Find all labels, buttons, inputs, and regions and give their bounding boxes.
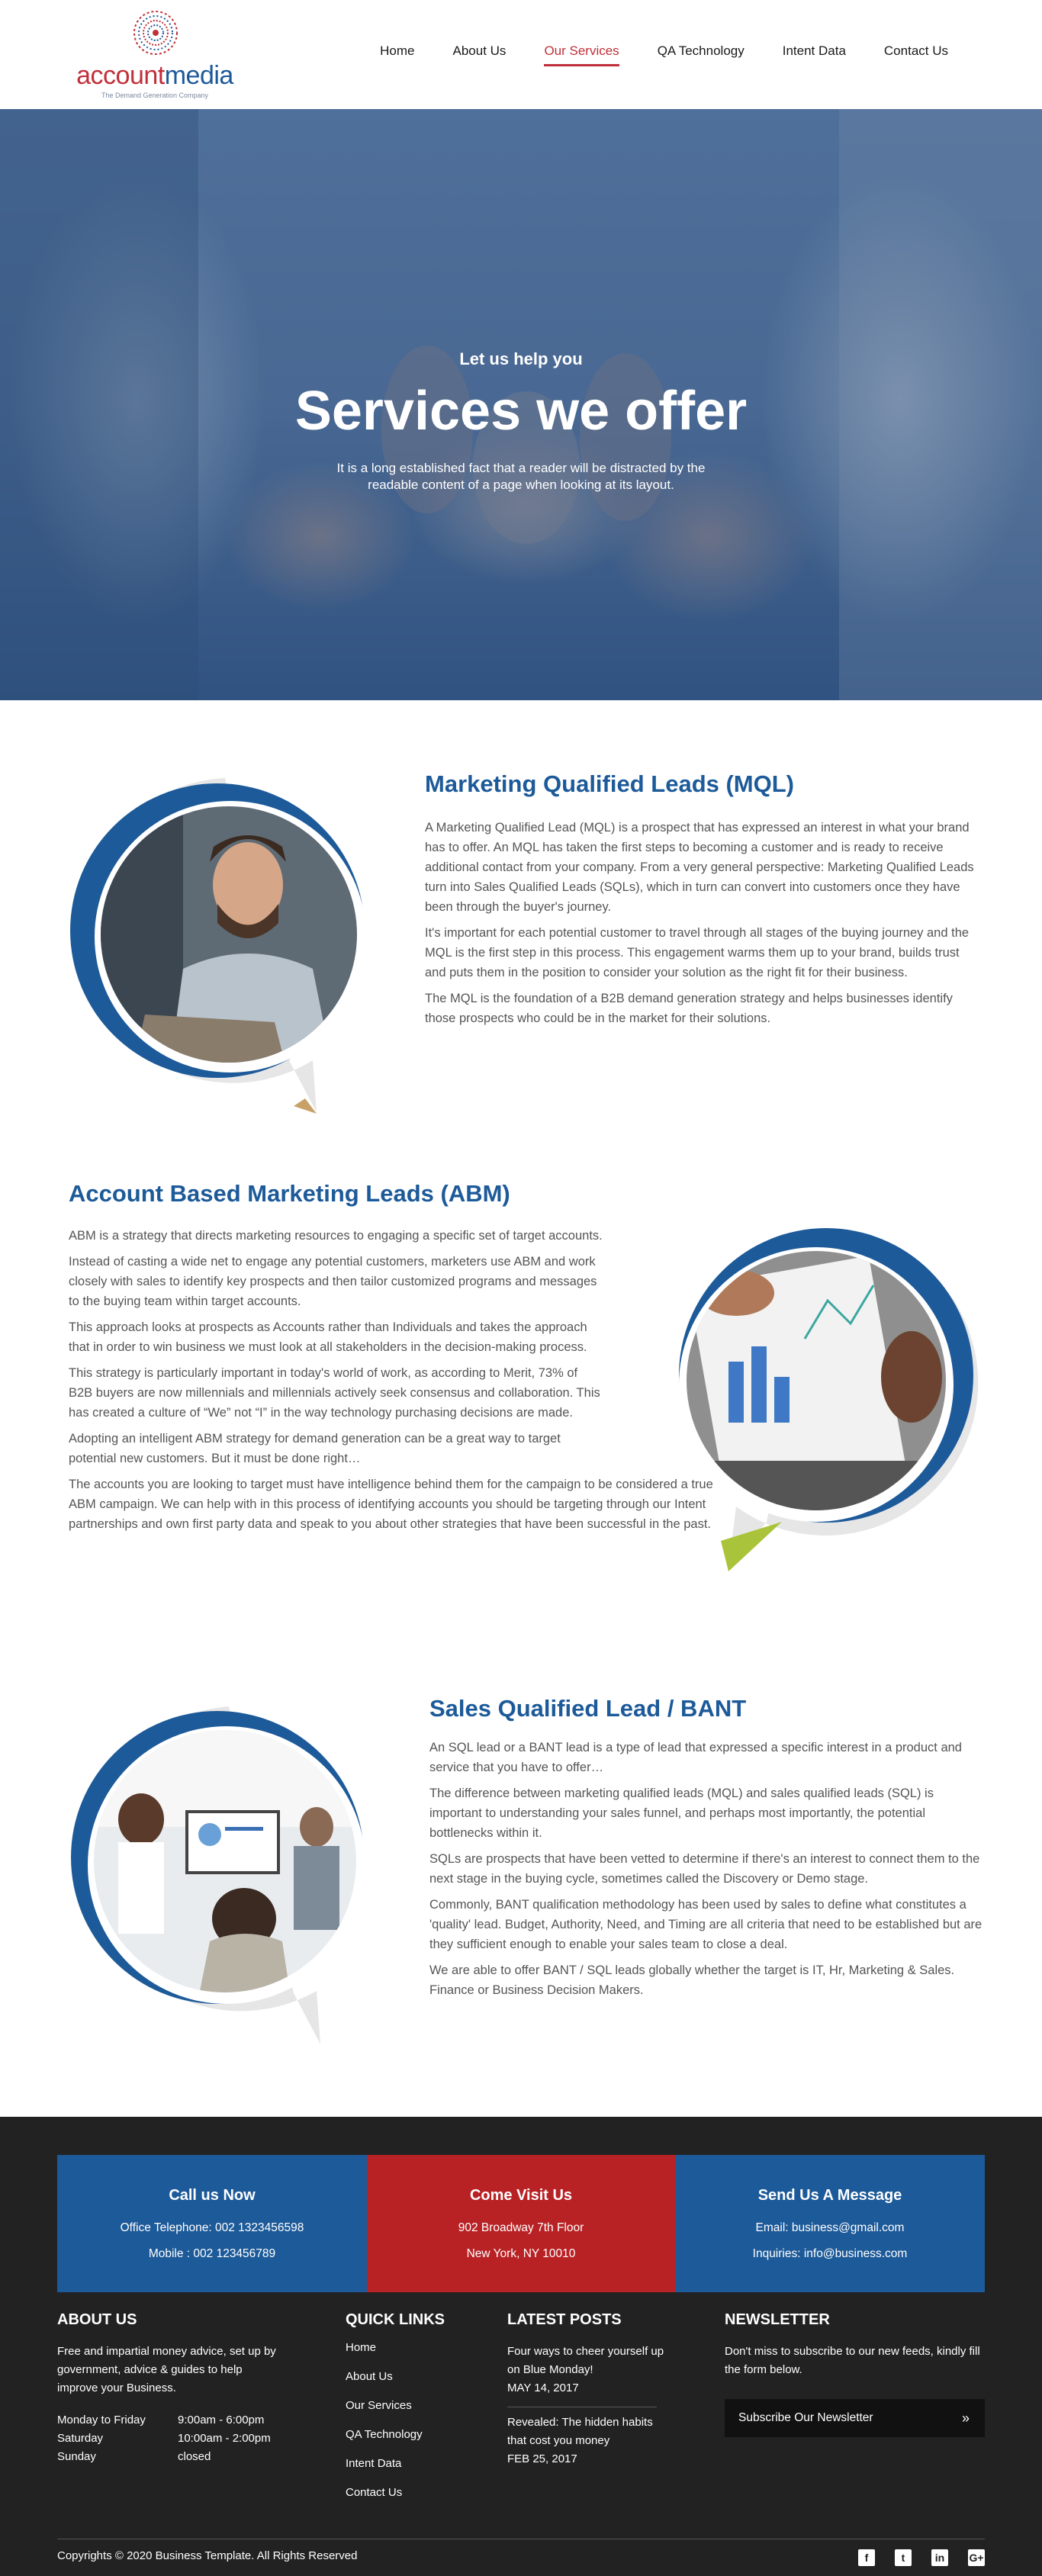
- contact-box-message: [675, 2155, 985, 2292]
- quick-link-contact-us[interactable]: Contact Us: [346, 2486, 403, 2499]
- post-title[interactable]: Four ways to cheer yourself up on Blue Monday!: [507, 2345, 664, 2376]
- facebook-icon[interactable]: f: [858, 2549, 875, 2566]
- sql-image: [65, 1697, 393, 2048]
- post-item[interactable]: [507, 2414, 667, 2475]
- post-title[interactable]: Revealed: The hidden habits that cost you money: [507, 2416, 653, 2447]
- nav-qa-technology[interactable]: QA Technology: [657, 43, 745, 58]
- newsletter-subscribe-button[interactable]: [725, 2399, 985, 2437]
- footer-bottom-bar: [57, 2539, 985, 2576]
- nav-contact-us[interactable]: Contact Us: [883, 43, 948, 58]
- post-item[interactable]: [507, 2343, 667, 2404]
- abm-paragraph: The accounts you are looking to target must have intelligence behind them for the campaign to be considered a true ABM campaign. We can help with in this process of identifying accounts you should be targeting through our Intent partnerships and own first party data and speak to you about other strategies that have been successful in the past.: [69, 1478, 713, 1531]
- quick-link-qa-technology[interactable]: QA Technology: [346, 2428, 423, 2441]
- sql-paragraph: We are able to offer BANT / SQL leads globally whether the target is IT, Hr, Marketing & Sales. Finance or Business Decision Makers.: [429, 1963, 955, 1997]
- quick-link-our-services[interactable]: Our Services: [346, 2399, 412, 2412]
- contact-box-call: [57, 2155, 367, 2292]
- sql-paragraph: Commonly, BANT qualification methodology has been used by sales to define what constitutes a 'quality' lead. Budget, Authority, Need, and Timing are all criteria that need to be established but are they sufficient enough to enable your sales team to close a deal.: [429, 1898, 983, 1951]
- contact-box-line: Office Telephone: 002 1323456598: [120, 2221, 304, 2234]
- contact-box-line: 902 Broadway 7th Floor: [458, 2221, 584, 2234]
- abm-body: [69, 1226, 732, 1540]
- hero-text: It is a long established fact that a reader will be distracted by the readable content of a page when looking at its layout.: [336, 461, 706, 492]
- contact-box-title: Call us Now: [169, 2187, 256, 2204]
- contact-box-title: Send Us A Message: [757, 2187, 902, 2204]
- sql-body: [429, 1738, 986, 2006]
- post-date: FEB 25, 2017: [507, 2452, 577, 2465]
- abm-paragraph: This strategy is particularly important in today's world of work, as according to Merit, 73% of B2B buyers are now millennials and millennials actively seek consensus and collaboration. This has created a culture of “We” not “I” in the way technology purchasing decisions are made.: [69, 1366, 600, 1420]
- sql-paragraph: The difference between marketing qualified leads (MQL) and sales qualified leads (SQL) is important to understanding your sales funnel, and perhaps most importantly, the potential bottlenecks within it.: [429, 1786, 934, 1840]
- site-footer: [0, 2117, 1042, 2576]
- sql-paragraph: SQLs are prospects that have been vetted to determine if there's an interest to connect them to the next stage in the buying cycle, sometimes called the Discovery or Demo stage.: [429, 1852, 980, 1886]
- hours-day: Sunday: [57, 2450, 96, 2463]
- logo-part-2: media: [164, 61, 233, 90]
- abm-paragraph: Instead of casting a wide net to engage any potential customers, marketers use ABM and work closely with sales to identify key prospects and then tailor customized programs and messages to the buying team within target accounts.: [69, 1255, 597, 1308]
- abm-paragraph: This approach looks at prospects as Accounts rather than Individuals and takes the approach that in order to win business we must look at all stakeholders in the decision-making process.: [69, 1320, 587, 1354]
- sql-title: Sales Qualified Lead / BANT: [429, 1695, 747, 1722]
- newsletter-text: Don't miss to subscribe to our new feeds, kindly fill the form below.: [725, 2345, 980, 2376]
- abm-paragraph: Adopting an intelligent ABM strategy for demand generation can be a great way to target potential new customers. But it must be done right…: [69, 1432, 561, 1465]
- footer-about: [57, 2311, 301, 2466]
- logo-wordmark: [75, 61, 235, 91]
- post-date: MAY 14, 2017: [507, 2381, 579, 2394]
- logo-part-1: account: [76, 61, 165, 90]
- mql-paragraph: It's important for each potential customer to travel through all stages of the buying journey and the MQL is the first step in this process. This engagement warms them up to your brand, builds trust and puts them in the position to consider your solution as the right fit for their business.: [425, 926, 970, 979]
- nav-about-us[interactable]: About Us: [452, 43, 507, 58]
- contact-box-line: Mobile : 002 123456789: [148, 2247, 276, 2260]
- quick-link-home[interactable]: Home: [346, 2341, 377, 2354]
- contact-box-title: Come Visit Us: [469, 2187, 573, 2204]
- logo-tagline: The Demand Generation Company: [101, 92, 209, 99]
- mql-image: [61, 763, 389, 1114]
- google-plus-icon[interactable]: G+: [968, 2549, 985, 2566]
- double-chevron-right-icon: »: [961, 2410, 970, 2426]
- social-links: [858, 2549, 985, 2566]
- mql-body: [425, 818, 976, 1034]
- mql-paragraph: The MQL is the foundation of a B2B demand generation strategy and helps businesses identify those prospects who could be in the market for their solutions.: [425, 992, 953, 1025]
- copyright: Copyrights © 2020 Business Template. All Rights Reserved: [57, 2549, 358, 2562]
- sql-paragraph: An SQL lead or a BANT lead is a type of lead that expressed a specific interest in a product and service that you have to offer…: [429, 1741, 962, 1774]
- abm-paragraph: ABM is a strategy that directs marketing resources to engaging a specific set of target accounts.: [69, 1229, 603, 1243]
- newsletter-title: NEWSLETTER: [725, 2311, 830, 2328]
- hero-banner: [0, 109, 1042, 700]
- contact-box-line: New York, NY 10010: [466, 2247, 576, 2260]
- contact-box-visit: [367, 2155, 675, 2292]
- hero-title: Services we offer: [294, 381, 748, 442]
- footer-about-text: Free and impartial money advice, set up by government, advice & guides to help improve your Business.: [57, 2345, 276, 2394]
- mql-title: Marketing Qualified Leads (MQL): [425, 770, 794, 797]
- footer-newsletter: [725, 2311, 985, 2379]
- contact-box-line[interactable]: Email: business@gmail.com: [755, 2221, 905, 2234]
- nav-home[interactable]: Home: [380, 43, 415, 58]
- hero-subtitle: Let us help you: [459, 349, 583, 368]
- latest-posts-title: LATEST POSTS: [507, 2311, 622, 2328]
- footer-about-title: ABOUT US: [57, 2311, 137, 2328]
- footer-latest-posts: [507, 2311, 667, 2475]
- main-nav: [361, 43, 967, 66]
- mql-paragraph: A Marketing Qualified Lead (MQL) is a prospect that has expressed an interest in what your brand has to offer. An MQL has taken the first steps to becoming a customer and is ready to receive additional contact from your company. From a very general perspective: Marketing Qualified Leads turn into Sales Qualified Leads (SQLs), which in turn can convert into customers once they have been through the buyer's journey.: [425, 821, 974, 914]
- abm-title: Account Based Marketing Leads (ABM): [69, 1180, 510, 1207]
- abm-image: [660, 1224, 988, 1575]
- quick-links-title: QUICK LINKS: [346, 2311, 445, 2328]
- nav-intent-data[interactable]: Intent Data: [782, 43, 846, 58]
- site-header: [0, 0, 1042, 109]
- quick-link-intent-data[interactable]: Intent Data: [346, 2457, 402, 2470]
- logo-mark-icon: [132, 9, 179, 56]
- logo[interactable]: [75, 9, 235, 99]
- contact-box-line[interactable]: Inquiries: info@business.com: [752, 2247, 908, 2260]
- opening-hours: [57, 2411, 301, 2466]
- newsletter-button-label: Subscribe Our Newsletter: [738, 2411, 873, 2424]
- linkedin-icon[interactable]: in: [931, 2549, 948, 2566]
- hours-time: 9:00am - 6:00pm: [178, 2414, 265, 2426]
- hours-day: Monday to Friday: [57, 2414, 146, 2426]
- hours-day: Saturday: [57, 2432, 104, 2445]
- nav-our-services[interactable]: Our Services: [525, 43, 638, 66]
- quick-link-about-us[interactable]: About Us: [346, 2370, 393, 2383]
- footer-quick-links: [346, 2311, 483, 2507]
- twitter-icon[interactable]: t: [895, 2549, 912, 2566]
- hours-time: closed: [178, 2450, 211, 2463]
- hours-time: 10:00am - 2:00pm: [178, 2432, 271, 2445]
